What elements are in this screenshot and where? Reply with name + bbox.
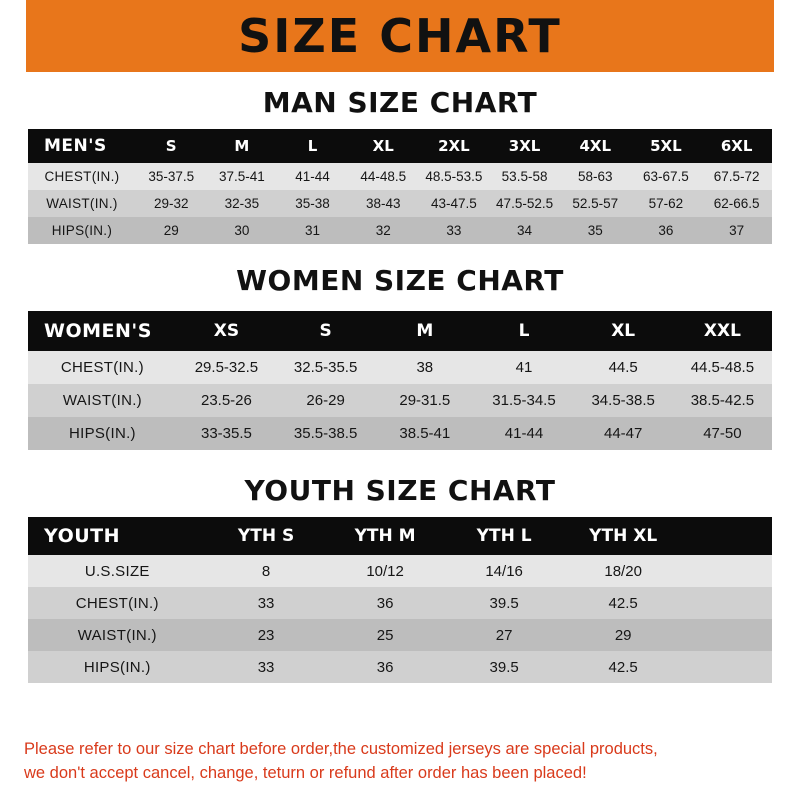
cell: 34.5-38.5 (574, 384, 673, 417)
men-header-cell: 5XL (631, 129, 702, 163)
youth-header-row (28, 517, 772, 555)
men-header-cell: XL (348, 129, 419, 163)
cell: 52.5-57 (560, 190, 631, 217)
women-header-row (28, 311, 772, 351)
row-label: CHEST(IN.) (28, 163, 136, 190)
cell: 39.5 (445, 587, 564, 619)
men-header-cell: M (207, 129, 278, 163)
row-label: HIPS(IN.) (28, 651, 207, 683)
women-section-title: WOMEN SIZE CHART (236, 264, 564, 297)
cell: 36 (326, 587, 445, 619)
page-banner (0, 0, 800, 72)
cell: 30 (207, 217, 278, 244)
cell: 32-35 (207, 190, 278, 217)
cell: 44.5 (574, 351, 673, 384)
cell: 29.5-32.5 (177, 351, 276, 384)
men-header-label: MEN'S (28, 129, 136, 163)
cell: 31.5-34.5 (474, 384, 573, 417)
row-label: CHEST(IN.) (28, 587, 207, 619)
cell-spacer (683, 651, 772, 683)
cell: 41-44 (474, 417, 573, 450)
table-row (28, 384, 772, 417)
cell: 38.5-42.5 (673, 384, 772, 417)
women-header-cell: XL (574, 311, 673, 351)
cell: 62-66.5 (701, 190, 772, 217)
women-header-cell: M (375, 311, 474, 351)
cell: 42.5 (564, 587, 683, 619)
men-header-cell: 3XL (489, 129, 560, 163)
cell: 48.5-53.5 (419, 163, 490, 190)
cell: 67.5-72 (701, 163, 772, 190)
table-row (28, 163, 772, 190)
cell: 35-38 (277, 190, 348, 217)
women-header-label: WOMEN'S (28, 311, 177, 351)
row-label: WAIST(IN.) (28, 384, 177, 417)
cell: 29 (136, 217, 207, 244)
cell: 25 (326, 619, 445, 651)
footer-line-2: we don't accept cancel, change, teturn or refund after order has been placed! (24, 764, 587, 783)
cell-spacer (683, 555, 772, 587)
cell: 38-43 (348, 190, 419, 217)
table-row (28, 190, 772, 217)
table-row (28, 417, 772, 450)
table-row (28, 555, 772, 587)
youth-section (0, 474, 800, 683)
cell: 47.5-52.5 (489, 190, 560, 217)
cell: 36 (631, 217, 702, 244)
cell: 32 (348, 217, 419, 244)
table-row (28, 619, 772, 651)
cell: 23 (207, 619, 326, 651)
cell: 32.5-35.5 (276, 351, 375, 384)
cell-spacer (683, 587, 772, 619)
table-row (28, 217, 772, 244)
cell: 29-32 (136, 190, 207, 217)
cell: 58-63 (560, 163, 631, 190)
row-label: WAIST(IN.) (28, 619, 207, 651)
cell: 27 (445, 619, 564, 651)
cell: 42.5 (564, 651, 683, 683)
women-size-table (28, 311, 772, 450)
table-row (28, 587, 772, 619)
cell: 18/20 (564, 555, 683, 587)
cell: 41 (474, 351, 573, 384)
cell: 33 (207, 587, 326, 619)
men-header-cell: 6XL (701, 129, 772, 163)
cell: 53.5-58 (489, 163, 560, 190)
youth-section-title: YOUTH SIZE CHART (244, 474, 556, 507)
youth-header-cell: YTH L (445, 517, 564, 555)
men-header-row (28, 129, 772, 163)
cell: 63-67.5 (631, 163, 702, 190)
cell: 38 (375, 351, 474, 384)
cell: 37.5-41 (207, 163, 278, 190)
cell-spacer (683, 619, 772, 651)
cell: 47-50 (673, 417, 772, 450)
youth-header-spacer (683, 517, 772, 555)
women-header-cell: XXL (673, 311, 772, 351)
cell: 26-29 (276, 384, 375, 417)
cell: 57-62 (631, 190, 702, 217)
cell: 35 (560, 217, 631, 244)
cell: 8 (207, 555, 326, 587)
cell: 38.5-41 (375, 417, 474, 450)
men-section-title: MAN SIZE CHART (262, 86, 538, 119)
cell: 43-47.5 (419, 190, 490, 217)
cell: 29-31.5 (375, 384, 474, 417)
youth-header-cell: YTH S (207, 517, 326, 555)
cell: 34 (489, 217, 560, 244)
cell: 35.5-38.5 (276, 417, 375, 450)
page-title: SIZE CHART (238, 9, 562, 63)
cell: 44-47 (574, 417, 673, 450)
men-section (0, 86, 800, 244)
men-header-cell: 4XL (560, 129, 631, 163)
youth-size-table (28, 517, 772, 683)
cell: 44.5-48.5 (673, 351, 772, 384)
women-section (0, 264, 800, 450)
cell: 10/12 (326, 555, 445, 587)
women-header-cell: L (474, 311, 573, 351)
cell: 36 (326, 651, 445, 683)
cell: 31 (277, 217, 348, 244)
cell: 33 (419, 217, 490, 244)
men-size-table (28, 129, 772, 244)
row-label: CHEST(IN.) (28, 351, 177, 384)
row-label: U.S.SIZE (28, 555, 207, 587)
cell: 33-35.5 (177, 417, 276, 450)
table-row (28, 351, 772, 384)
footer-disclaimer (0, 728, 800, 800)
youth-header-label: YOUTH (28, 517, 207, 555)
cell: 29 (564, 619, 683, 651)
footer-line-1: Please refer to our size chart before order,the customized jerseys are special products, (24, 740, 658, 759)
cell: 23.5-26 (177, 384, 276, 417)
women-header-cell: XS (177, 311, 276, 351)
cell: 37 (701, 217, 772, 244)
men-header-cell: S (136, 129, 207, 163)
table-row (28, 651, 772, 683)
cell: 39.5 (445, 651, 564, 683)
cell: 41-44 (277, 163, 348, 190)
cell: 44-48.5 (348, 163, 419, 190)
cell: 14/16 (445, 555, 564, 587)
men-header-cell: L (277, 129, 348, 163)
women-header-cell: S (276, 311, 375, 351)
youth-header-cell: YTH M (326, 517, 445, 555)
row-label: HIPS(IN.) (28, 217, 136, 244)
row-label: HIPS(IN.) (28, 417, 177, 450)
youth-header-cell: YTH XL (564, 517, 683, 555)
cell: 33 (207, 651, 326, 683)
row-label: WAIST(IN.) (28, 190, 136, 217)
men-header-cell: 2XL (419, 129, 490, 163)
cell: 35-37.5 (136, 163, 207, 190)
